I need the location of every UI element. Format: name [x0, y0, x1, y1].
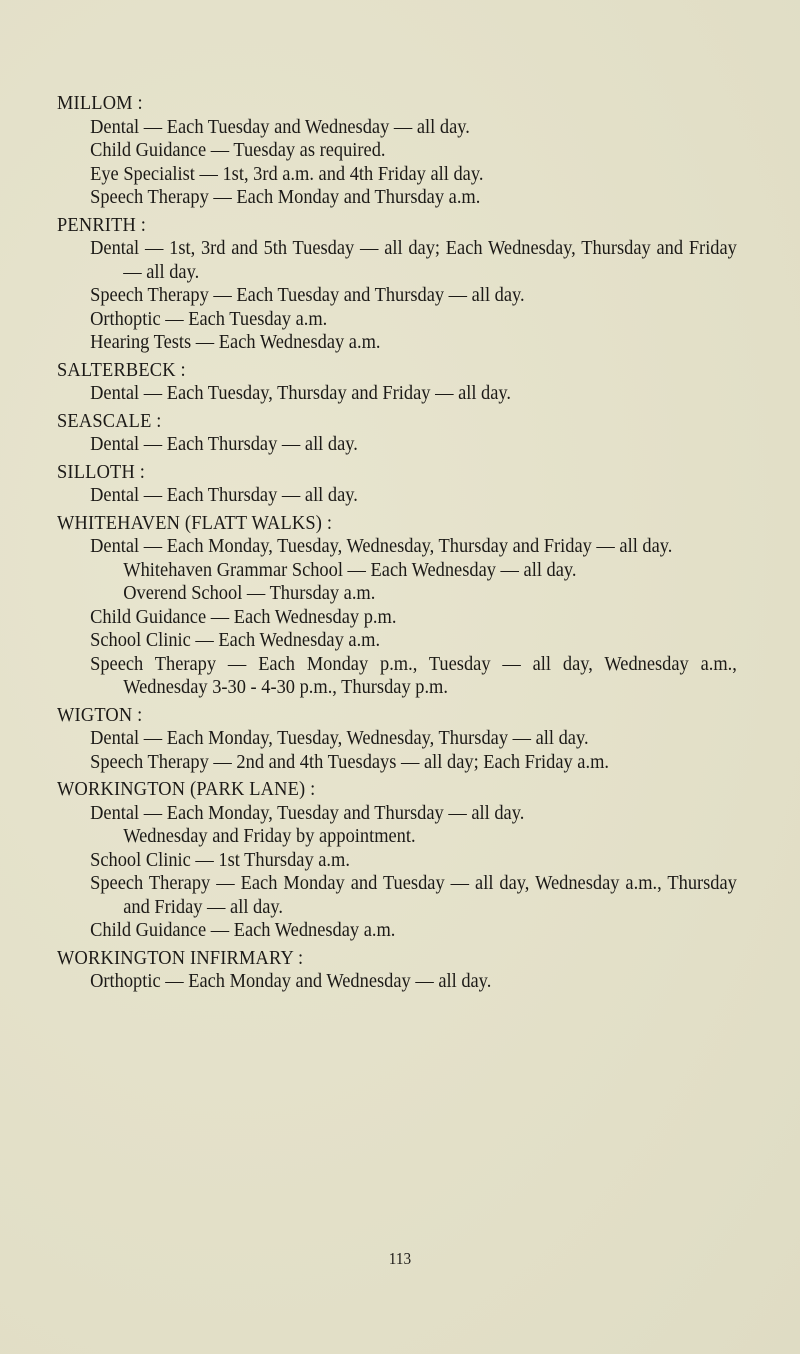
clinic-entry: School Clinic — 1st Thursday a.m. [90, 848, 350, 871]
clinic-entry: Speech Therapy — Each Monday p.m., Tuesday — all day, Wednesday a.m., Wednesday 3-30 - 4-30 p.m., Thursday p.m. [90, 652, 737, 698]
clinic-entry: Speech Therapy — Each Monday and Tuesday — all day, Wednesday a.m., Thursday and Friday — all day. [90, 872, 737, 918]
clinic-entry: Dental — Each Monday, Tuesday and Thursday — all day. [90, 801, 525, 824]
section-silloth [57, 461, 747, 508]
clinic-entry: Child Guidance — Each Wednesday a.m. [90, 919, 396, 941]
document-page [57, 92, 747, 994]
clinic-entry: Speech Therapy — Each Monday and Thursday a.m. [90, 186, 481, 208]
clinic-entry: Eye Specialist — 1st, 3rd a.m. and 4th Friday all day. [90, 162, 484, 185]
clinic-entry: Dental — Each Thursday — all day. [90, 433, 358, 455]
section-seascale [57, 410, 747, 457]
clinic-sub-entry: Wednesday and Friday by appointment. [123, 825, 416, 847]
section-heading: WHITEHAVEN (FLATT WALKS) : [57, 511, 333, 534]
clinic-entry: Dental — Each Tuesday, Thursday and Friday — all day. [90, 382, 512, 404]
section-heading: SEASCALE : [57, 409, 162, 432]
section-workington-infirmary [57, 947, 747, 994]
clinic-entry: Hearing Tests — Each Wednesday a.m. [90, 331, 381, 353]
section-heading: WIGTON : [57, 703, 143, 726]
section-millom [57, 92, 747, 210]
clinic-sub-entry: Whitehaven Grammar School — Each Wednesday — all day. [123, 558, 577, 581]
section-heading: WORKINGTON (PARK LANE) : [57, 778, 316, 800]
section-heading: MILLOM : [57, 92, 143, 114]
section-heading: SILLOTH : [57, 460, 146, 483]
clinic-entry: School Clinic — Each Wednesday a.m. [90, 629, 381, 651]
clinic-entry: Orthoptic — Each Tuesday a.m. [90, 307, 328, 330]
clinic-entry: Child Guidance — Tuesday as required. [90, 139, 386, 161]
section-wigton [57, 704, 747, 775]
section-salterbeck [57, 359, 747, 406]
page-number: 113 [388, 1249, 412, 1268]
section-heading: SALTERBECK : [57, 358, 186, 381]
clinic-sub-entry: Overend School — Thursday a.m. [123, 582, 376, 604]
clinic-entry: Speech Therapy — 2nd and 4th Tuesdays — all day; Each Friday a.m. [90, 750, 609, 773]
section-heading: PENRITH : [57, 213, 147, 236]
clinic-entry: Dental — Each Monday, Tuesday, Wednesday, Thursday — all day. [90, 727, 589, 749]
section-workington-park-lane [57, 778, 747, 943]
clinic-entry: Child Guidance — Each Wednesday p.m. [90, 605, 397, 628]
clinic-entry: Dental — Each Thursday — all day. [90, 484, 358, 506]
section-whitehaven [57, 512, 747, 700]
clinic-entry: Orthoptic — Each Monday and Wednesday — all day. [90, 970, 492, 992]
clinic-entry: Speech Therapy — Each Tuesday and Thursday — all day. [90, 284, 525, 306]
clinic-entry: Dental — 1st, 3rd and 5th Tuesday — all day; Each Wednesday, Thursday and Friday — all day. [90, 237, 737, 283]
clinic-entry: Dental — Each Monday, Tuesday, Wednesday, Thursday and Friday — all day. [90, 535, 673, 557]
section-heading: WORKINGTON INFIRMARY : [57, 946, 304, 969]
section-penrith [57, 214, 747, 355]
clinic-entry: Dental — Each Tuesday and Wednesday — all day. [90, 115, 470, 138]
